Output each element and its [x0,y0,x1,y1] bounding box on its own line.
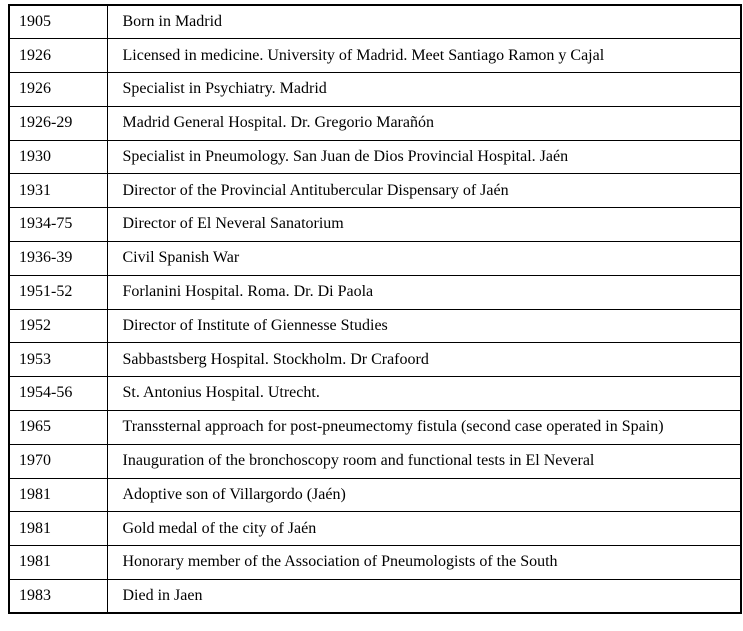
table-row [9,512,741,546]
year-cell: 1981 [9,478,107,512]
table-row [9,478,741,512]
table-row [9,106,741,140]
table-row [9,5,741,39]
year-cell: 1930 [9,140,107,174]
year-cell: 1952 [9,309,107,343]
year-cell: 1934-75 [9,208,107,242]
event-cell: Director of Institute of Giennesse Studies [107,309,741,343]
event-cell: Director of the Provincial Antitubercular Dispensary of Jaén [107,174,741,208]
timeline-body [9,5,741,613]
event-cell: St. Antonius Hospital. Utrecht. [107,377,741,411]
event-cell: Forlanini Hospital. Roma. Dr. Di Paola [107,275,741,309]
table-row [9,174,741,208]
event-cell: Specialist in Pneumology. San Juan de Dios Provincial Hospital. Jaén [107,140,741,174]
table-row [9,411,741,445]
table-row [9,343,741,377]
table-row [9,242,741,276]
year-cell: 1983 [9,580,107,614]
event-cell: Transsternal approach for post-pneumectomy fistula (second case operated in Spain) [107,411,741,445]
event-cell: Licensed in medicine. University of Madrid. Meet Santiago Ramon y Cajal [107,39,741,73]
year-cell: 1926 [9,39,107,73]
table-row [9,309,741,343]
event-cell: Director of El Neveral Sanatorium [107,208,741,242]
year-cell: 1965 [9,411,107,445]
event-cell: Sabbastsberg Hospital. Stockholm. Dr Crafoord [107,343,741,377]
year-cell: 1905 [9,5,107,39]
year-cell: 1931 [9,174,107,208]
table-row [9,275,741,309]
year-cell: 1981 [9,546,107,580]
event-cell: Adoptive son of Villargordo (Jaén) [107,478,741,512]
event-cell: Honorary member of the Association of Pneumologists of the South [107,546,741,580]
year-cell: 1926 [9,73,107,107]
event-cell: Born in Madrid [107,5,741,39]
event-cell: Specialist in Psychiatry. Madrid [107,73,741,107]
table-row [9,39,741,73]
year-cell: 1926-29 [9,106,107,140]
event-cell: Madrid General Hospital. Dr. Gregorio Marañón [107,106,741,140]
event-cell: Gold medal of the city of Jaén [107,512,741,546]
table-row [9,580,741,614]
year-cell: 1954-56 [9,377,107,411]
table-row [9,73,741,107]
table-row [9,377,741,411]
year-cell: 1936-39 [9,242,107,276]
year-cell: 1981 [9,512,107,546]
table-row [9,140,741,174]
year-cell: 1970 [9,444,107,478]
event-cell: Inauguration of the bronchoscopy room and functional tests in El Neveral [107,444,741,478]
event-cell: Died in Jaen [107,580,741,614]
table-row [9,208,741,242]
timeline-table [8,4,742,614]
year-cell: 1951-52 [9,275,107,309]
year-cell: 1953 [9,343,107,377]
table-row [9,444,741,478]
table-row [9,546,741,580]
event-cell: Civil Spanish War [107,242,741,276]
